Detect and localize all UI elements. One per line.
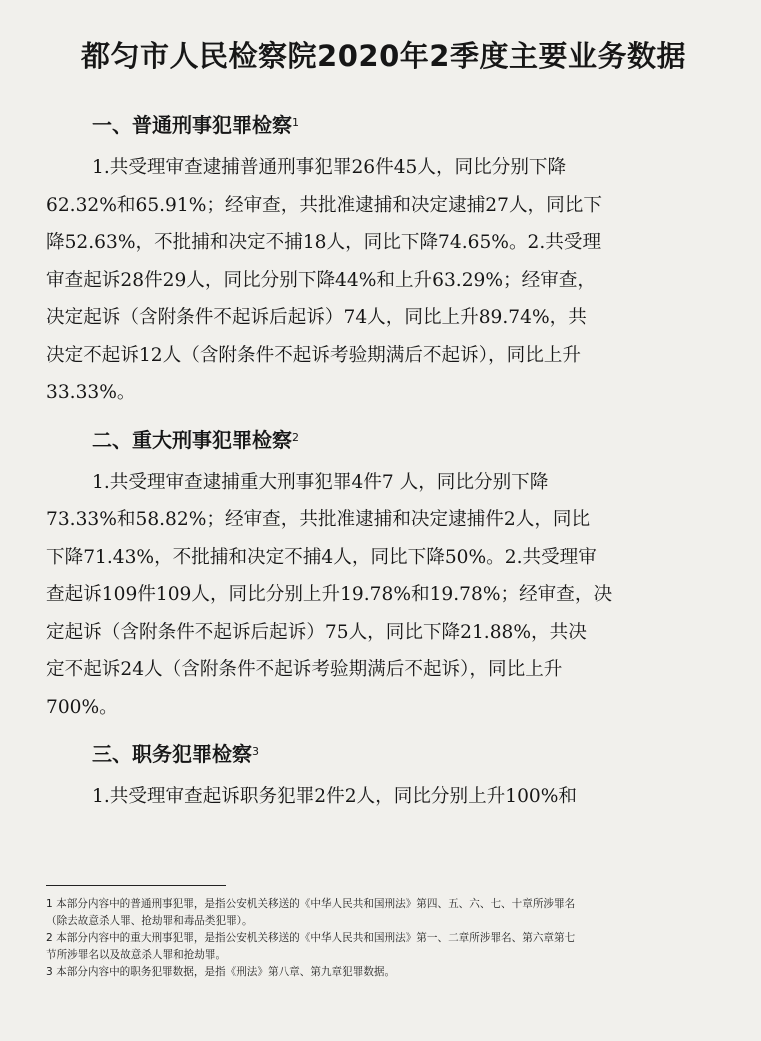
footnote-3 <box>46 964 718 981</box>
footnote-ref: 1 <box>292 116 299 129</box>
section-duty-crime <box>46 740 721 816</box>
paragraph-line: 700%。 <box>46 696 118 718</box>
section-heading <box>92 740 721 768</box>
section-heading-text: 三、职务犯罪检察 <box>92 742 252 766</box>
paragraph-line: 决定不起诉12人（含附条件不起诉考验期满后不起诉），同比上升 <box>46 344 581 366</box>
paragraph-line: 1.共受理审查逮捕普通刑事犯罪26件45人，同比分别下降 <box>92 157 567 178</box>
footnote-line: 2 本部分内容中的重大刑事犯罪，是指公安机关移送的《中华人民共和国刑法》第一、二章所涉罪名、第六章第七 <box>46 932 576 944</box>
footnote-2 <box>46 930 718 964</box>
paragraph-line: 33.33%。 <box>46 382 136 403</box>
footnote-line: 1 本部分内容中的普通刑事犯罪，是指公安机关移送的《中华人民共和国刑法》第四、五、六、七、十章所涉罪名 <box>46 898 576 910</box>
section-heading <box>92 426 721 454</box>
section-paragraph <box>46 149 721 412</box>
paragraph-line: 查起诉109件109人，同比分别上升19.78%和19.78%；经审查，决 <box>46 584 613 605</box>
section-ordinary-criminal <box>46 111 721 412</box>
section-major-criminal <box>46 426 721 727</box>
footnote-line: （除去故意杀人罪、抢劫罪和毒品类犯罪）。 <box>46 915 253 927</box>
paragraph-line: 决定起诉（含附条件不起诉后起诉）74人，同比上升89.74%，共 <box>46 307 587 328</box>
footnote-ref: 3 <box>252 745 259 758</box>
document-title: 都匀市人民检察院2020年2季度主要业务数据 <box>81 39 686 73</box>
footnote-divider <box>46 885 226 886</box>
paragraph-line: 降52.63%，不批捕和决定不捕18人，同比下降74.65%。2.共受理 <box>46 232 602 253</box>
paragraph-line: 定起诉（含附条件不起诉后起诉）75人，同比下降21.88%，共决 <box>46 621 587 643</box>
section-heading-text: 一、普通刑事犯罪检察 <box>92 113 292 137</box>
paragraph-line: 62.32%和65.91%；经审查，共批准逮捕和决定逮捕27人，同比下 <box>46 194 602 216</box>
footnote-ref: 2 <box>292 430 299 444</box>
paragraph-line: 下降71.43%，不批捕和决定不捕4人，同比下降50%。2.共受理审 <box>46 546 597 568</box>
footnote-line: 3 本部分内容中的职务犯罪数据，是指《刑法》第八章、第九章犯罪数据。 <box>46 966 396 978</box>
footnotes <box>46 885 718 981</box>
section-heading-text: 二、重大刑事犯罪检察 <box>92 427 292 452</box>
paragraph-line: 审查起诉28件29人，同比分别下降44%和上升63.29%；经审查， <box>46 269 597 291</box>
section-heading <box>92 111 721 139</box>
paragraph-line: 定不起诉24人（含附条件不起诉考验期满后不起诉），同比上升 <box>46 659 563 680</box>
paragraph-line: 73.33%和58.82%；经审查，共批准逮捕和决定逮捕件2人，同比 <box>46 509 591 530</box>
section-paragraph <box>46 778 721 816</box>
footnote-line: 节所涉罪名以及故意杀人罪和抢劫罪。 <box>46 949 227 961</box>
paragraph-line: 1.共受理审查逮捕重大刑事犯罪4件7 人，同比分别下降 <box>92 471 549 493</box>
paragraph-line: 1.共受理审查起诉职务犯罪2件2人，同比分别上升100%和 <box>92 786 578 807</box>
footnote-1 <box>46 896 718 930</box>
section-paragraph <box>46 464 721 727</box>
